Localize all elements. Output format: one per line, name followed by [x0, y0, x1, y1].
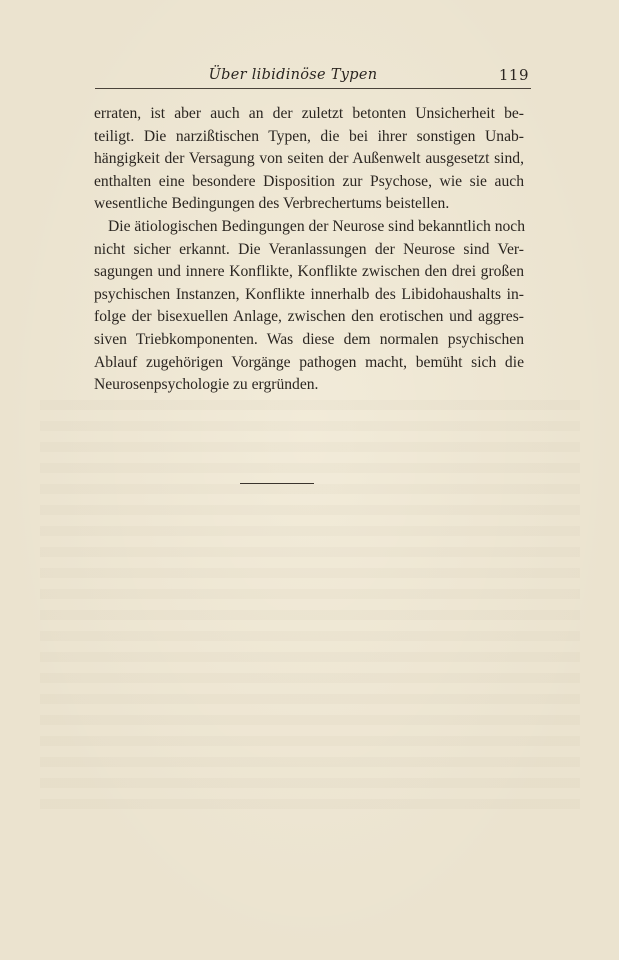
text-line: siven Triebkomponenten. Was diese dem normalen psychischen — [94, 330, 524, 348]
page-number: 119 — [498, 66, 529, 84]
text-line: psychischen Instanzen, Konflikte innerhalb des Libidohaushalts in- — [94, 285, 524, 303]
text-line: Die ätiologischen Bedingungen der Neurose sind bekanntlich noch — [108, 217, 526, 235]
text-line: teiligt. Die narzißtischen Typen, die bei ihrer sonstigen Unab- — [94, 127, 524, 145]
text-line: enthalten eine besondere Disposition zur Psychose, wie sie auch — [94, 172, 524, 190]
text-line: nicht sicher erkannt. Die Veranlassungen der Neurose sind Ver- — [94, 240, 524, 258]
text-line: hängigkeit der Versagung von seiten der Außenwelt ausgesetzt sind, — [94, 150, 524, 168]
paragraph-2 — [94, 216, 524, 397]
text-line: wesentliche Bedingungen des Verbrechertums beistellen. — [94, 195, 450, 213]
running-title: Über libidinöse Typen — [208, 67, 378, 83]
text-line: erraten, ist aber auch an der zuletzt betonten Unsicherheit be- — [94, 105, 524, 122]
show-through-texture — [40, 400, 580, 820]
text-line: Ablauf zugehörigen Vorgänge pathogen macht, bemüht sich die — [94, 353, 524, 371]
text-line: Neurosenpsychologie zu ergründen. — [94, 376, 319, 394]
text-line: sagungen und innere Konflikte, Konflikte zwischen den drei großen — [94, 263, 524, 281]
paragraph-1 — [94, 103, 524, 216]
running-header — [95, 62, 531, 89]
text-line: folge der bisexuellen Anlage, zwischen den erotischen und aggres- — [94, 308, 524, 326]
body-text — [94, 103, 524, 397]
section-separator-rule — [240, 483, 314, 484]
